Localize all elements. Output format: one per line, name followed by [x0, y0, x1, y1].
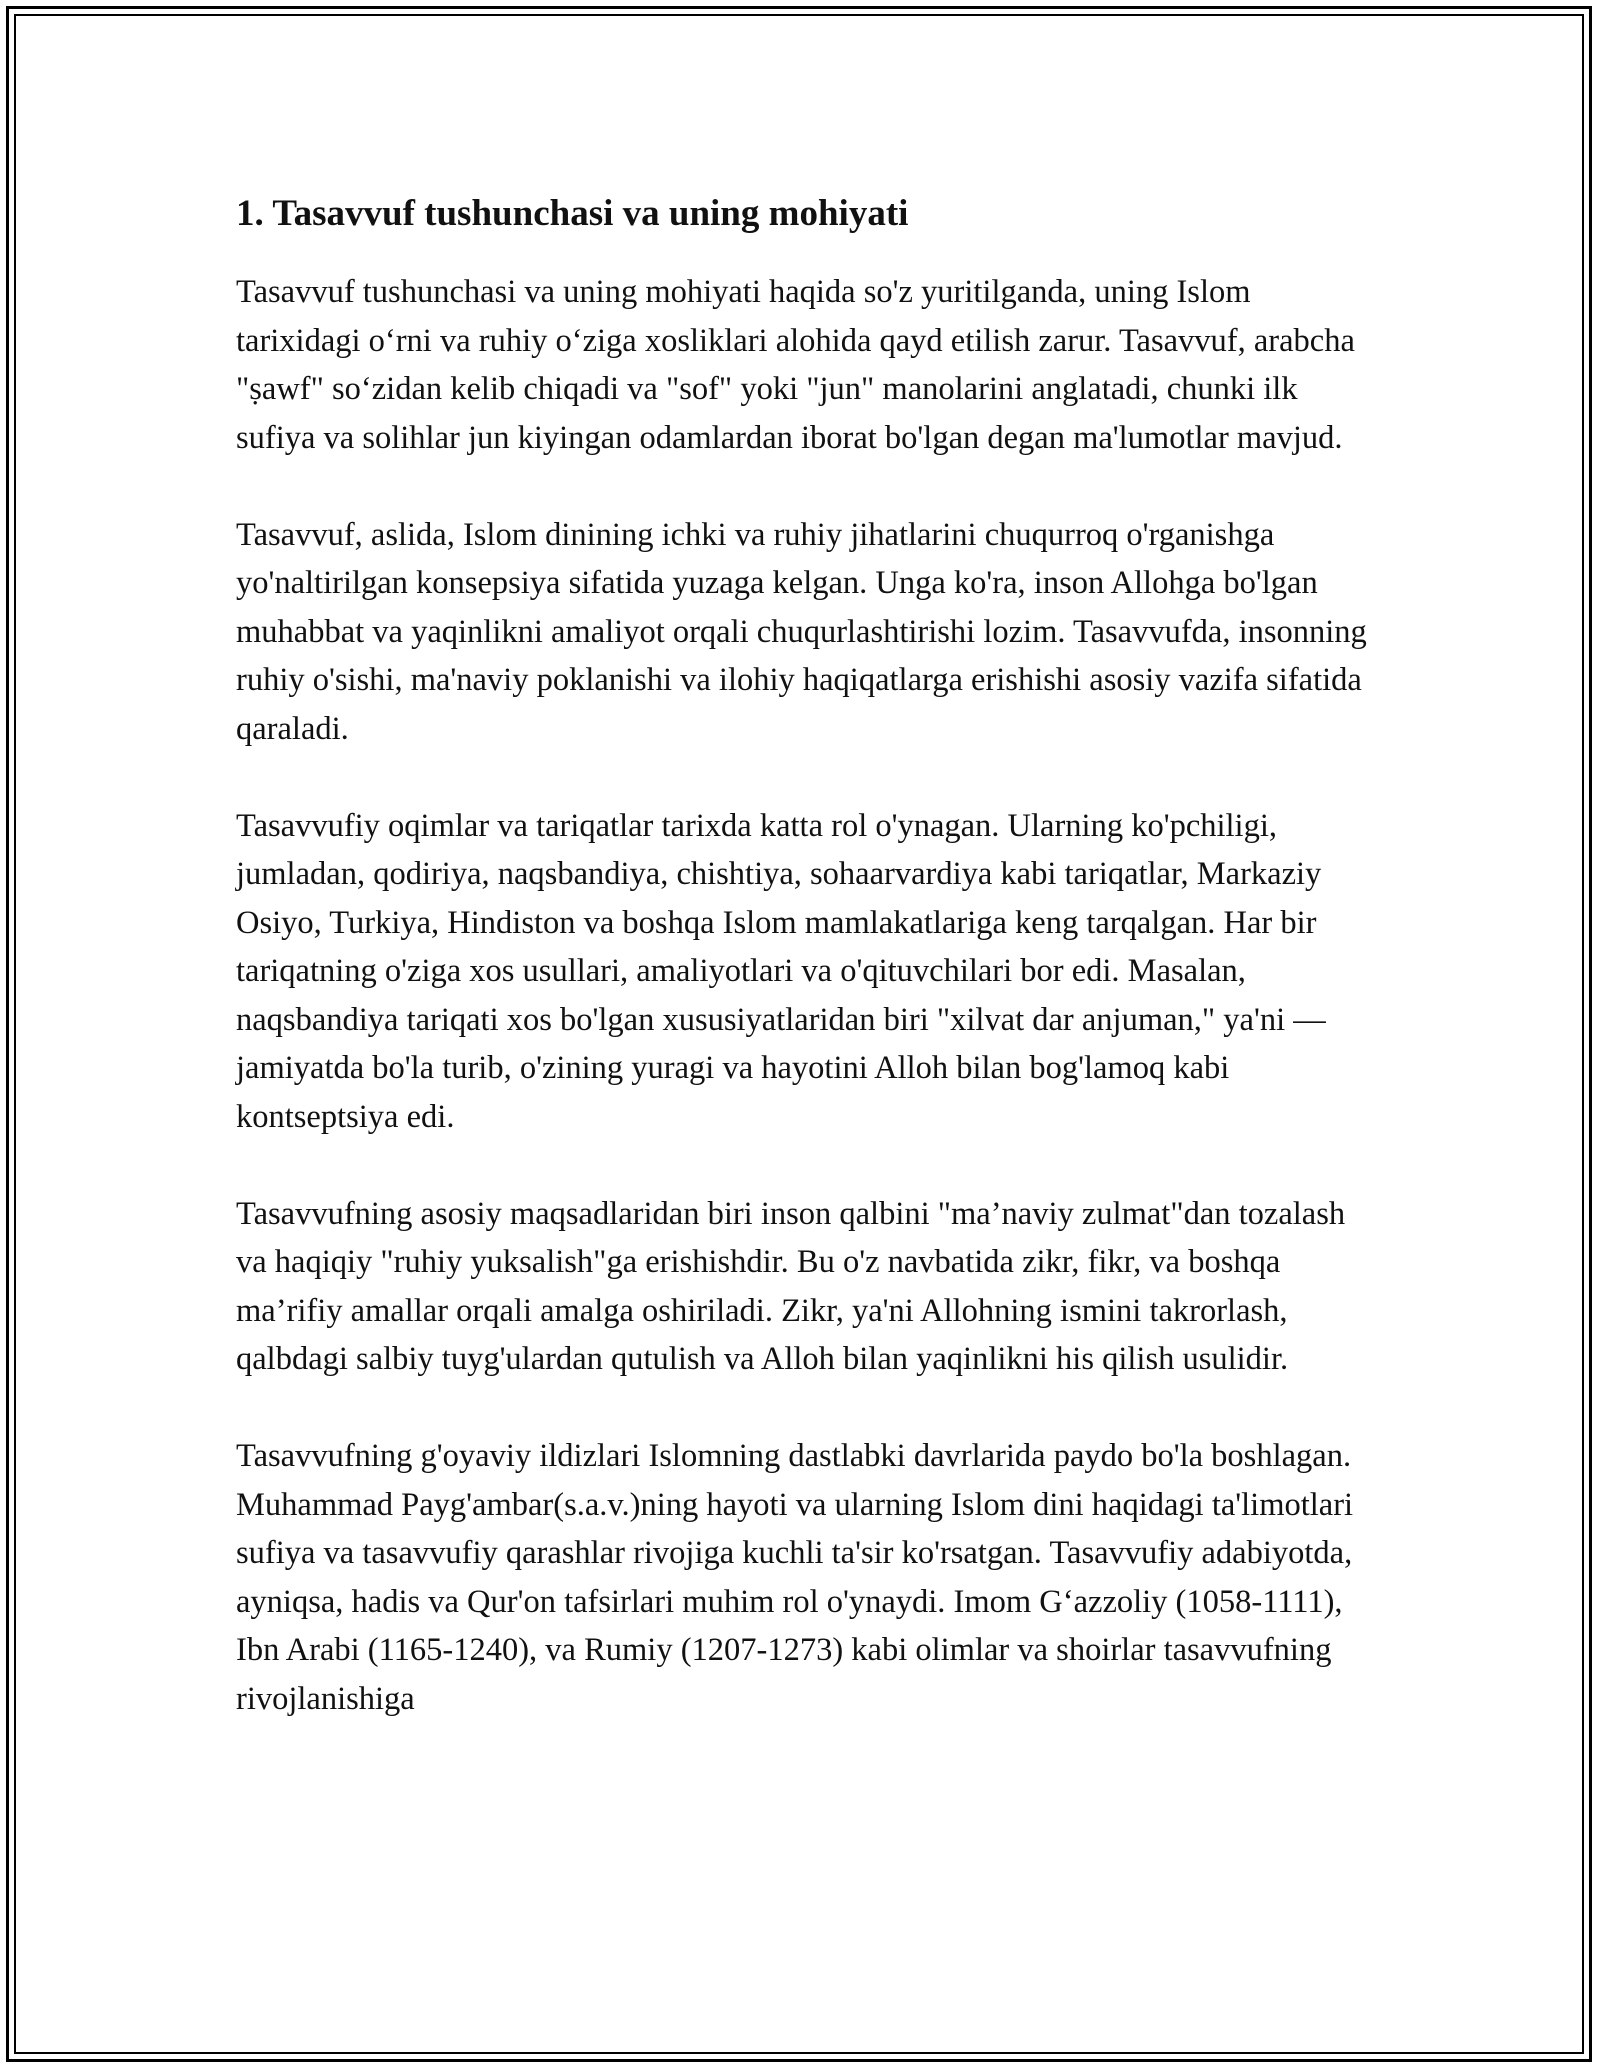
- section-title: 1. Tasavvuf tushunchasi va uning mohiyati: [236, 193, 909, 234]
- paragraph-1: Tasavvuf tushunchasi va uning mohiyati haqida so'z yuritilganda, uning Islom tarixidagi oʻrni va ruhiy oʻziga xosliklari alohida qayd etilish zarur. Tasavvuf, arabcha "ṣawf" soʻzidan kelib chiqadi va "sof" yoki "jun" manolarini anglatadi, chunki ilk sufiya va solihlar jun kiyingan odamlardan iborat bo'lgan degan ma'lumotlar mavjud.: [236, 274, 1355, 456]
- paragraph-2: Tasavvuf, aslida, Islom dinining ichki va ruhiy jihatlarini chuqurroq o'rganishga yo'naltirilgan konsepsiya sifatida yuzaga kelgan. Unga ko'ra, inson Allohga bo'lgan muhabbat va yaqinlikni amaliyot orqali chuqurlashtirishi lozim. Tasavvufda, insonning ruhiy o'sishi, ma'naviy poklanishi va ilohiy haqiqatlarga erishishi asosiy vazifa sifatida qaraladi.: [236, 516, 1367, 747]
- document-body: [236, 188, 1376, 1772]
- paragraph-5: Tasavvufning g'oyaviy ildizlari Islomning dastlabki davrlarida paydo bo'la boshlagan. Muhammad Payg'ambar(s.a.v.)ning hayoti va ularning Islom dini haqidagi ta'limotlari sufiya va tasavvufiy qarashlar rivojiga kuchli ta'sir ko'rsatgan. Tasavvufiy adabiyotda, ayniqsa, hadis va Qur'on tafsirlari muhim rol o'ynaydi. Imom Gʻazzoliy (1058-1111), Ibn Arabi (1165-1240), va Rumiy (1207-1273) kabi olimlar va shoirlar tasavvufning rivojlanishiga: [236, 1438, 1354, 1717]
- paragraph-3: Tasavvufiy oqimlar va tariqatlar tarixda katta rol o'ynagan. Ularning ko'pchiligi, jumladan, qodiriya, naqsbandiya, chishtiya, sohaarvardiya kabi tariqatlar, Markaziy Osiyo, Turkiya, Hindiston va boshqa Islom mamlakatlariga keng tarqalgan. Har bir tariqatning o'ziga xos usullari, amaliyotlari va o'qituvchilari bor edi. Masalan, naqsbandiya tariqati xos bo'lgan xususiyatlaridan biri "xilvat dar anjuman," ya'ni — jamiyatda bo'la turib, o'zining yuragi va hayotini Alloh bilan bog'lamoq kabi kontseptsiya edi.: [236, 807, 1326, 1135]
- paragraph-4: Tasavvufning asosiy maqsadlaridan biri inson qalbini "ma’naviy zulmat"dan tozalash va haqiqiy "ruhiy yuksalish"ga erishishdir. Bu o'z navbatida zikr, fikr, va boshqa ma’rifiy amallar orqali amalga oshiriladi. Zikr, ya'ni Allohning ismini takrorlash, qalbdagi salbiy tuyg'ulardan qutulish va Alloh bilan yaqinlikni his qilish usulidir.: [236, 1195, 1346, 1377]
